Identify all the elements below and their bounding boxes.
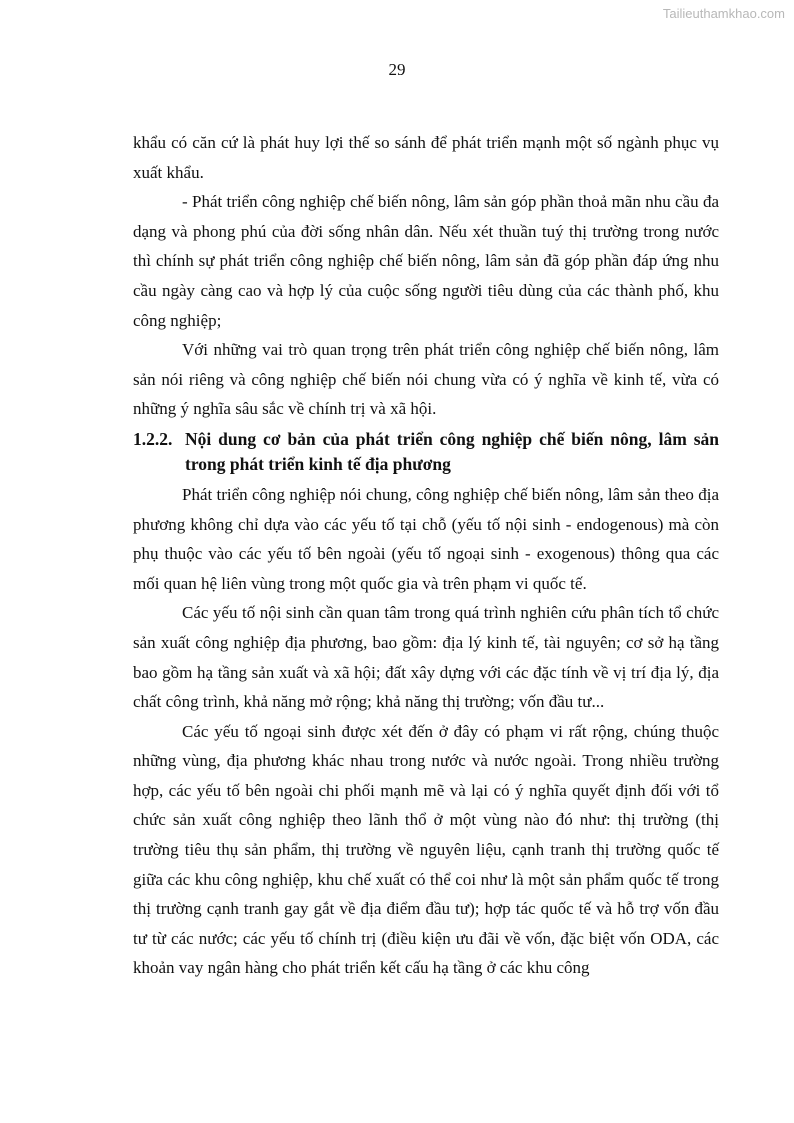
paragraph: Với những vai trò quan trọng trên phát triển công nghiệp chế biến nông, lâm sản nói riêng và công nghiệp chế biến nói chung vừa có ý nghĩa về kinh tế, vừa có những ý nghĩa sâu sắc về chính trị và xã hội. xyxy=(133,340,719,419)
paragraph: Các yếu tố ngoại sinh được xét đến ở đây có phạm vi rất rộng, chúng thuộc những vùng, địa phương khác nhau trong nước và nước ngoài. Trong nhiều trường hợp, các yếu tố bên ngoài chi phối mạnh mẽ và lại có ý nghĩa quyết định đối với tổ chức sản xuất công nghiệp theo lãnh thổ ở một vùng nào đó như: thị trường (thị trường tiêu thụ sản phẩm, thị trường về nguyên liệu, cạnh tranh thị trường quốc tế giữa các khu công nghiệp, khu chế xuất có thể coi như là một sản phẩm quốc tế trong thị trường cạnh tranh gay gắt về địa điểm đầu tư); hợp tác quốc tế và hỗ trợ vốn đầu tư từ các nước; các yếu tố chính trị (điều kiện ưu đãi về vốn, đặc biệt vốn ODA, các khoản vay ngân hàng cho phát triển kết cấu hạ tầng ở các khu công xyxy=(133,721,719,978)
paragraph: - Phát triển công nghiệp chế biến nông, lâm sản góp phần thoả mãn nhu cầu đa dạng và phong phú của đời sống nhân dân. Nếu xét thuần tuý thị trường trong nước thì chính sự phát triển công nghiệp chế biến nông, lâm sản đã góp phần đáp ứng nhu cầu ngày càng cao và hợp lý của cuộc sống người tiêu dùng của các thành phố, khu công nghiệp; xyxy=(133,192,719,330)
paragraph: Phát triển công nghiệp nói chung, công nghiệp chế biến nông, lâm sản theo địa phương không chỉ dựa vào các yếu tố tại chỗ (yếu tố nội sinh - endogenous) mà còn phụ thuộc vào các yếu tố bên ngoài (yếu tố ngoại sinh - exogenous) thông qua các mối quan hệ liên vùng trong một quốc gia và trên phạm vi quốc tế. xyxy=(133,484,719,593)
paragraph-continuation: khẩu có căn cứ là phát huy lợi thế so sánh để phát triển mạnh một số ngành phục vụ xuất khẩu. xyxy=(133,133,719,182)
section-title: Nội dung cơ bản của phát triển công nghiệp chế biến nông, lâm sản trong phát triển kinh tế địa phương xyxy=(185,428,719,474)
section-heading xyxy=(133,427,719,477)
section-number: 1.2.2. xyxy=(133,428,173,449)
page-body xyxy=(133,128,719,983)
page-number: 29 xyxy=(388,60,406,79)
paragraph: Các yếu tố nội sinh cần quan tâm trong quá trình nghiên cứu phân tích tổ chức sản xuất công nghiệp địa phương, bao gồm: địa lý kinh tế, tài nguyên; cơ sở hạ tầng bao gồm hạ tầng sản xuất và xã hội; đất xây dựng với các đặc tính về vị trí địa lý, địa chất công trình, khả năng mở rộng; khả năng thị trường; vốn đầu tư... xyxy=(133,603,719,712)
watermark: Tailieuthamkhao.com xyxy=(662,6,785,21)
